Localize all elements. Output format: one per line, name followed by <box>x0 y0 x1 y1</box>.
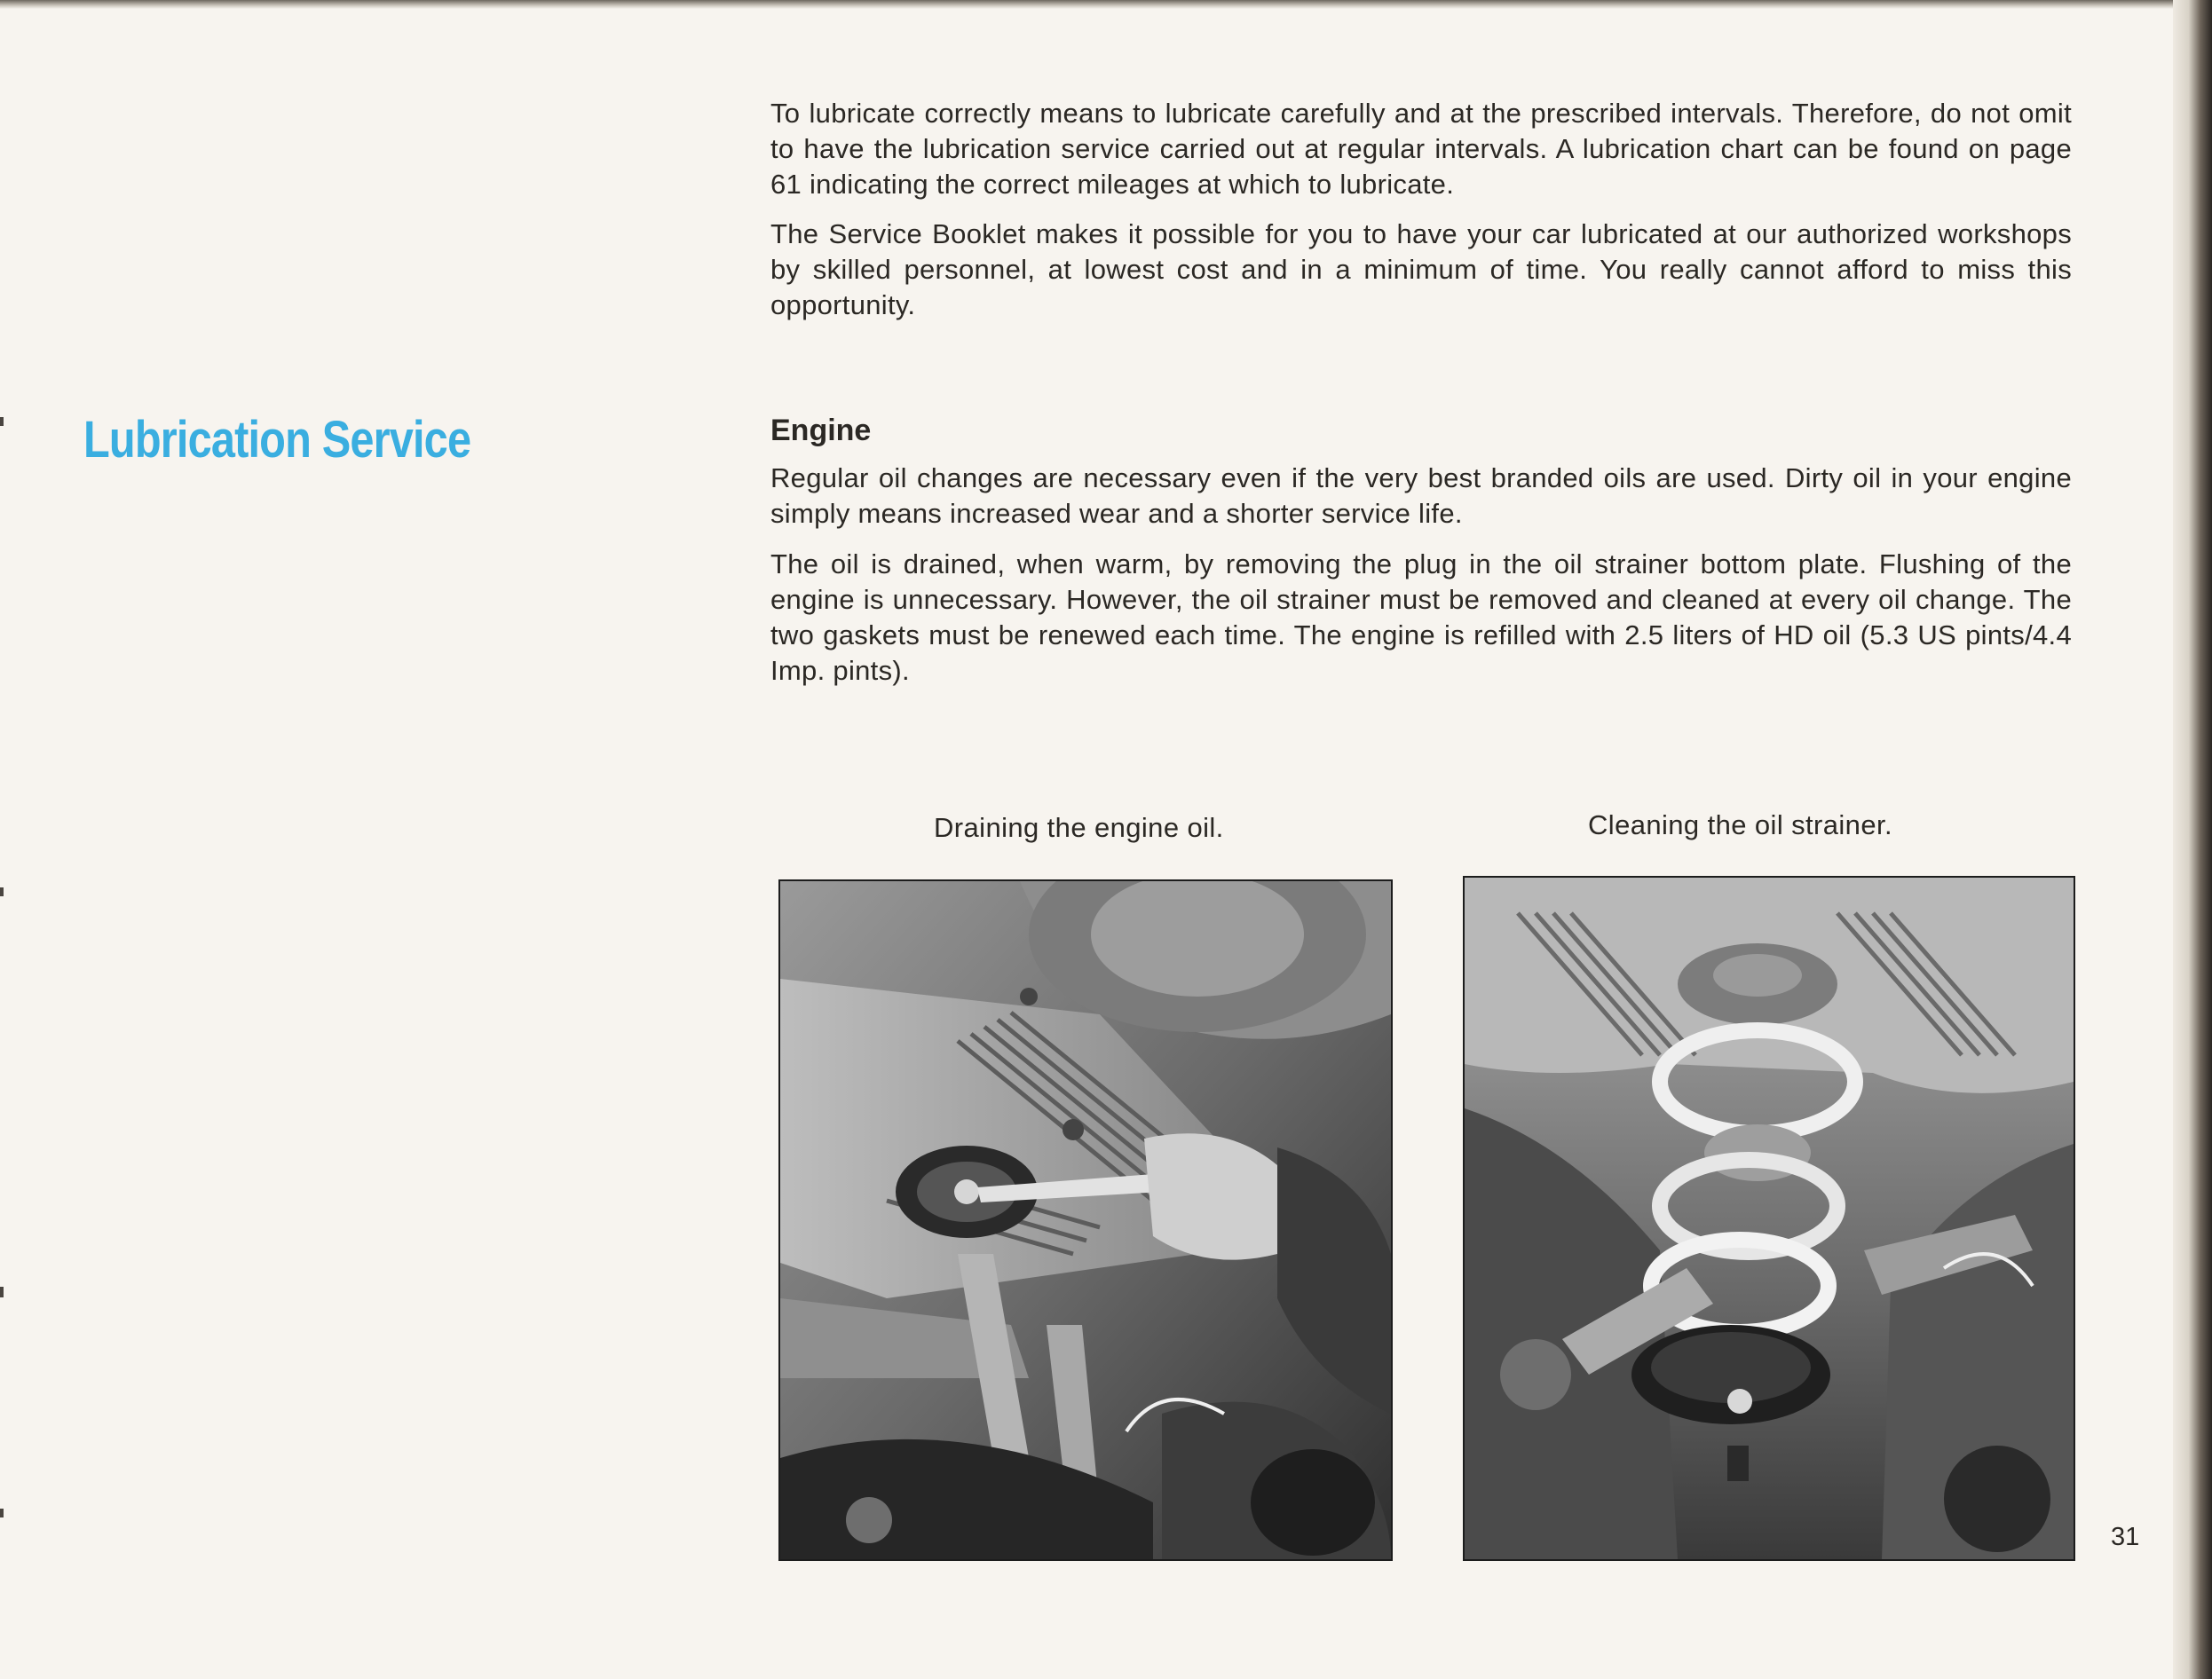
photo-draining-engine-oil <box>778 879 1393 1561</box>
figure-caption-strainer: Cleaning the oil strainer. <box>1588 809 1892 840</box>
intro-paragraph-2-text: The Service Booklet makes it possible for you to have your car lubricated at our authorized workshops by skilled personnel, at lowest cost and in a minimum of time. You really cannot afford to miss this opportunity. <box>770 218 2072 320</box>
margin-mark <box>0 887 4 896</box>
figure-caption-draining: Draining the engine oil. <box>934 812 1224 843</box>
engine-paragraph-2-text: The oil is drained, when warm, by removing the plug in the oil strainer bottom plate. Flushing of the engine is unnecessary. However, the oil strainer must be removed and cleaned at every oil change. The two gaskets must be renewed each time. The engine is refilled with 2.5 liters of HD oil (5.3 US pints/4.4 Imp. pints). <box>770 548 2072 686</box>
section-title: Lubrication Service <box>83 411 471 469</box>
margin-mark <box>0 417 4 426</box>
photo-cleaning-oil-strainer <box>1463 876 2075 1561</box>
engine-heading: Engine <box>770 414 872 447</box>
intro-paragraph-1-text: To lubricate correctly means to lubricate carefully and at the prescribed intervals. Therefore, do not omit to have the lubrication service carried out at regular intervals. A lubrication chart can be found on page 61 indicating the correct mileages at which to lubricate. <box>770 98 2072 200</box>
intro-paragraph-2 <box>770 217 2072 323</box>
margin-mark <box>0 1287 4 1297</box>
engine-paragraph-1-text: Regular oil changes are necessary even if the very best branded oils are used. Dirty oil in your engine simply means increased wear and a shorter service life. <box>770 462 2072 529</box>
margin-mark <box>0 1509 4 1517</box>
page-binding-edge <box>2173 0 2212 1679</box>
page-number: 31 <box>2111 1523 2140 1551</box>
intro-paragraph-1 <box>770 96 2072 202</box>
page-top-edge <box>0 0 2192 9</box>
engine-paragraph-2 <box>770 547 2072 689</box>
engine-paragraph-1 <box>770 461 2072 532</box>
